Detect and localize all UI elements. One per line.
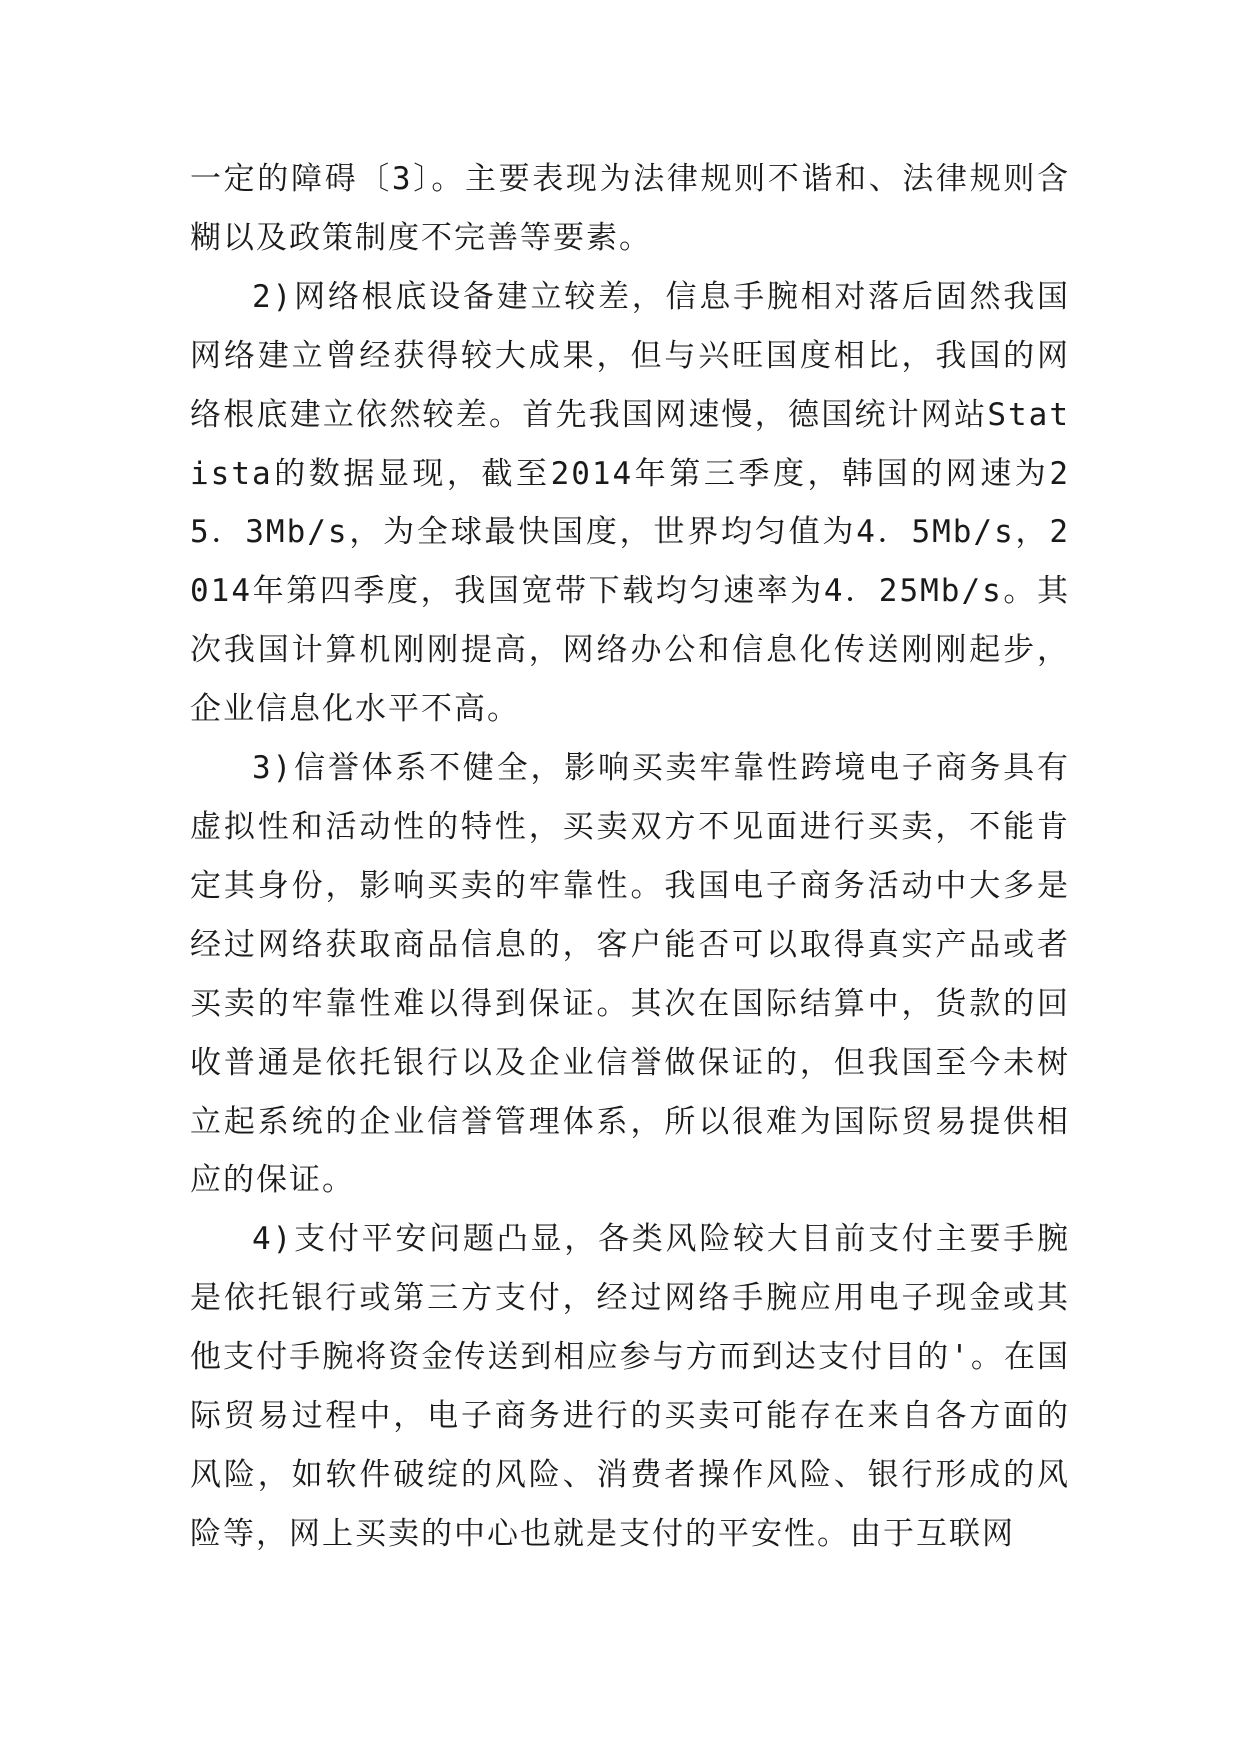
paragraph-credit-system: 3)信誉体系不健全，影响买卖牢靠性跨境电子商务具有虚拟性和活动性的特性，买卖双方不见面进行买卖，不能肯定其身份，影响买卖的牢靠性。我国电子商务活动中大多是经过网络获取商品信息的，客户能否可以取得真实产品或者买卖的牢靠性难以得到保证。其次在国际结算中，货款的回收普通是依托银行以及企业信誉做保证的，但我国至今未树立起系统的企业信誉管理体系，所以很难为国际贸易提供相应的保证。 [190, 750, 1070, 1199]
paragraph-legal-obstacles: 一定的障碍〔3〕。主要表现为法律规则不谐和、法律规则含糊以及政策制度不完善等要素。 [190, 161, 1070, 256]
paragraph-payment-security: 4)支付平安问题凸显，各类风险较大目前支付主要手腕是依托银行或第三方支付，经过网络手腕应用电子现金或其他支付手腕将资金传送到相应参与方而到达支付目的'。在国际贸易过程中，电子商务进行的买卖可能存在来自各方面的风险，如软件破绽的风险、消费者操作风险、银行形成的风险等，网上买卖的中心也就是支付的平安性。由于互联网 [190, 1221, 1070, 1552]
paragraph-network-infrastructure: 2)网络根底设备建立较差，信息手腕相对落后固然我国网络建立曾经获得较大成果，但与兴旺国度相比，我国的网络根底建立依然较差。首先我国网速慢，德国统计网站Statista的数据显现，截至2014年第三季度，韩国的网速为25．3Mb/s，为全球最快国度，世界均匀值为4．5Mb/s，2014年第四季度，我国宽带下载均匀速率为4．25Mb/s。其次我国计算机刚刚提高，网络办公和信息化传送刚刚起步，企业信息化水平不高。 [190, 278, 1070, 728]
document-body [190, 150, 1070, 1564]
